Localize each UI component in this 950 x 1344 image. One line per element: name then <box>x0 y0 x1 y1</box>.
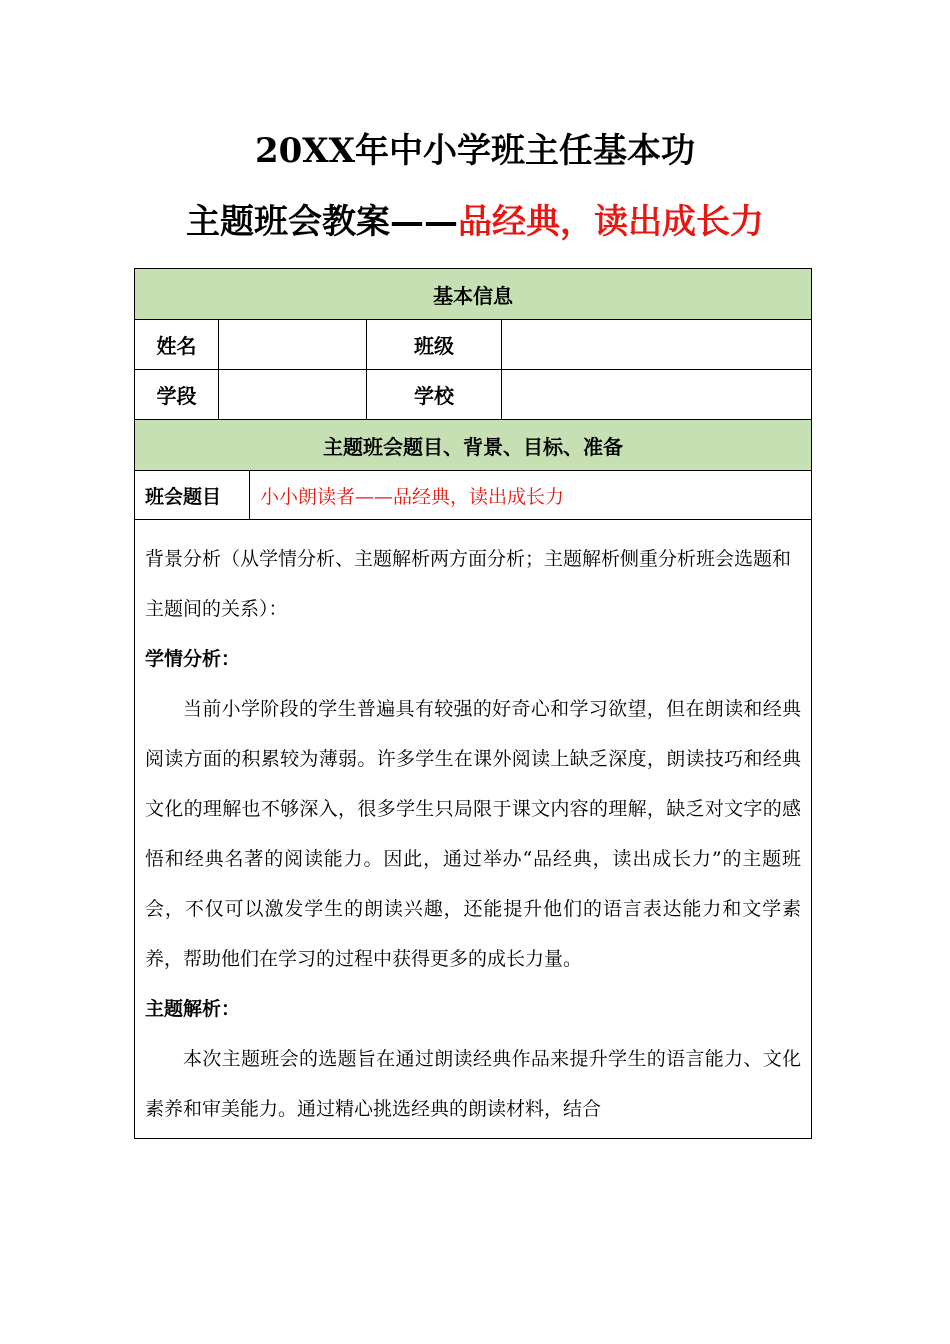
section-header: 主题班会题目、背景、目标、准备 <box>135 420 812 471</box>
document-title-line1: 20XX年中小学班主任基本功 <box>254 131 696 171</box>
lesson-plan-table <box>134 268 812 1139</box>
background-heading: 背景分析（从学情分析、主题解析两方面分析；主题解析侧重分析班会选题和主题间的关系）： <box>145 548 792 620</box>
theme-analysis-text: 本次主题班会的选题旨在通过朗读经典作品来提升学生的语言能力、文化素养和审美能力。通过精心挑选经典的朗读材料，结合 <box>145 1048 802 1120</box>
school-label: 学校 <box>367 370 502 420</box>
topic-label: 班会题目 <box>135 471 250 520</box>
title-prefix: 主题班会教案—— <box>186 202 458 242</box>
stage-value <box>219 370 367 420</box>
basic-info-header: 基本信息 <box>135 269 812 320</box>
background-analysis-cell <box>135 520 812 1139</box>
document-title-line2 <box>0 198 950 246</box>
school-value <box>502 370 812 420</box>
name-label: 姓名 <box>135 320 219 370</box>
theme-analysis-heading: 主题解析： <box>145 998 241 1020</box>
class-label: 班级 <box>367 320 502 370</box>
topic-value: 小小朗读者——品经典，读出成长力 <box>250 471 812 520</box>
student-analysis-text: 当前小学阶段的学生普遍具有较强的好奇心和学习欲望，但在朗读和经典阅读方面的积累较为薄弱。许多学生在课外阅读上缺乏深度，朗读技巧和经典文化的理解也不够深入，很多学生只局限于课文内容的理解，缺乏对文字的感悟和经典名著的阅读能力。因此，通过举办“品经典，读出成长力”的主题班会，不仅可以激发学生的朗读兴趣，还能提升他们的语言表达能力和文学素养，帮助他们在学习的过程中获得更多的成长力量。 <box>145 698 802 970</box>
name-value <box>219 320 367 370</box>
stage-label: 学段 <box>135 370 219 420</box>
title-highlight: 品经典，读出成长力 <box>458 202 764 242</box>
class-value <box>502 320 812 370</box>
student-analysis-heading: 学情分析： <box>145 648 241 670</box>
